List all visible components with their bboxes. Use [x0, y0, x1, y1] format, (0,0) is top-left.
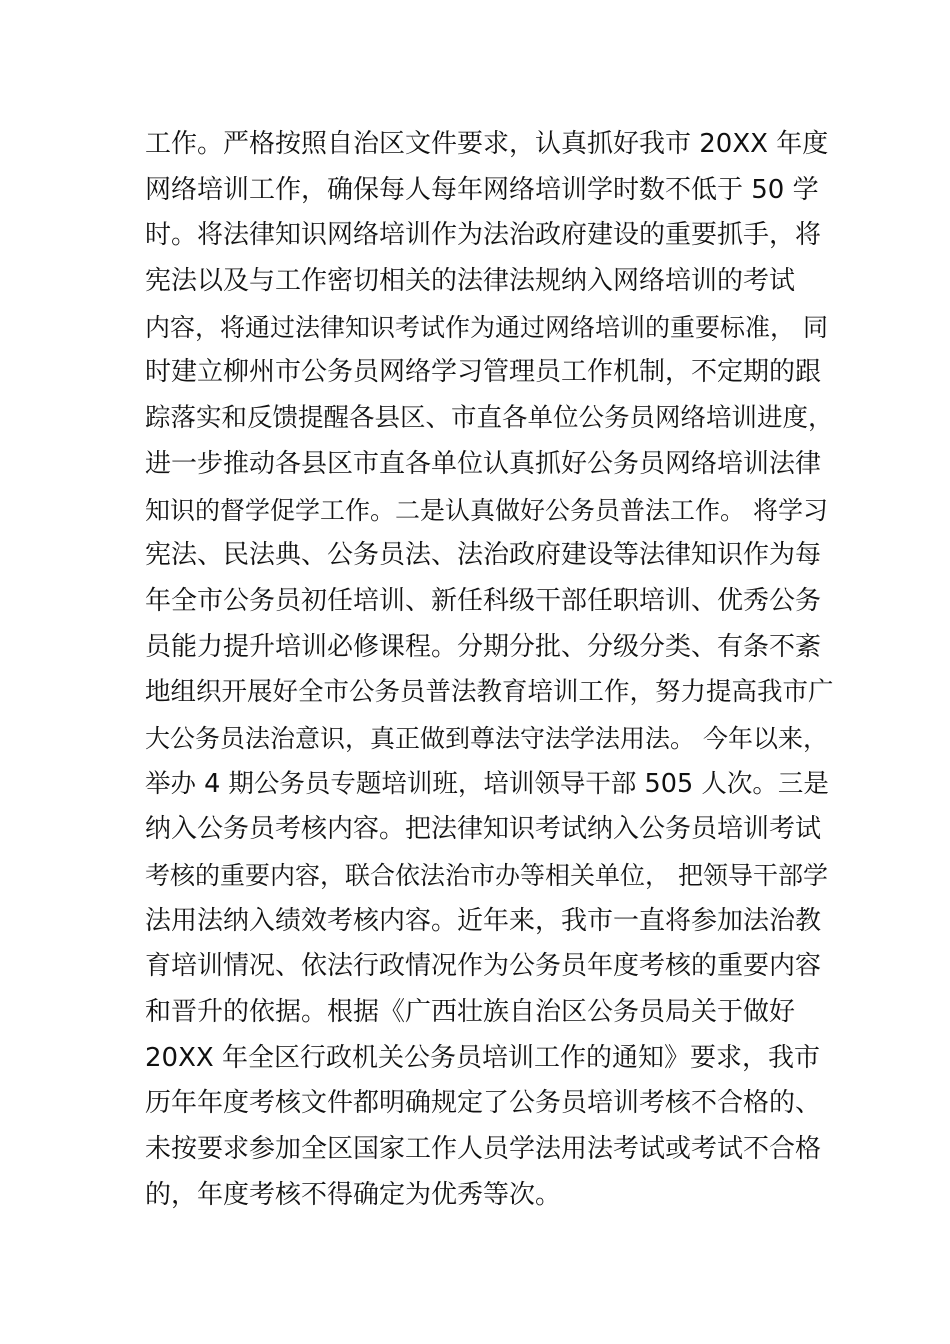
text-line: 育培训情况、依法行政情况作为公务员年度考核的重要内容	[145, 951, 822, 982]
text-line: 宪法、民法典、公务员法、法治政府建设等法律知识作为每	[145, 540, 822, 571]
text-line: 纳入公务员考核内容。把法律知识考试纳入公务员培训考试	[145, 814, 822, 845]
text-line: 年全市公务员初任培训、新任科级干部任职培训、优秀公务	[145, 585, 822, 616]
text-line: 内容，将通过法律知识考试作为通过网络培训的重要标准， 同	[145, 312, 828, 342]
text-line: 地组织开展好全市公务员普法教育培训工作，努力提高我市广	[145, 677, 834, 708]
text-line: 法用法纳入绩效考核内容。近年来，我市一直将参加法治教	[145, 905, 822, 936]
body-paragraph	[145, 122, 835, 1219]
text-line: 的，年度考核不得确定为优秀等次。	[145, 1179, 562, 1210]
text-line: 员能力提升培训必修课程。分期分批、分级分类、有条不紊	[145, 631, 822, 662]
text-line: 进一步推动各县区市直各单位认真抓好公务员网络培训法律	[145, 448, 822, 479]
text-line: 大公务员法治意识，真正做到尊法守法学法用法。 今年以来，	[145, 723, 828, 753]
text-line: 时。将法律知识网络培训作为法治政府建设的重要抓手，将	[145, 220, 822, 251]
text-line: 20XX 年全区行政机关公务员培训工作的通知》要求，我市	[145, 1042, 820, 1073]
text-line: 历年年度考核文件都明确规定了公务员培训考核不合格的、	[145, 1088, 822, 1119]
text-line: 知识的督学促学工作。二是认真做好公务员普法工作。 将学习	[145, 495, 828, 525]
text-line: 网络培训工作，确保每人每年网络培训学时数不低于 50 学	[145, 174, 819, 205]
text-line: 时建立柳州市公务员网络学习管理员工作机制，不定期的跟	[145, 357, 822, 388]
text-line: 未按要求参加全区国家工作人员学法用法考试或考试不合格	[145, 1134, 822, 1165]
text-line: 宪法以及与工作密切相关的法律法规纳入网络培训的考试	[145, 266, 796, 297]
text-line: 考核的重要内容，联合依法治市办等相关单位， 把领导干部学	[145, 861, 828, 890]
text-line: 举办 4 期公务员专题培训班，培训领导干部 505 人次。三是	[145, 768, 829, 799]
text-line: 和晋升的依据。根据《广西壮族自治区公务员局关于做好	[145, 997, 796, 1028]
text-line: 工作。严格按照自治区文件要求，认真抓好我市 20XX 年度	[145, 129, 829, 159]
text-line: 踪落实和反馈提醒各县区、市直各单位公务员网络培训进度，	[145, 403, 834, 434]
